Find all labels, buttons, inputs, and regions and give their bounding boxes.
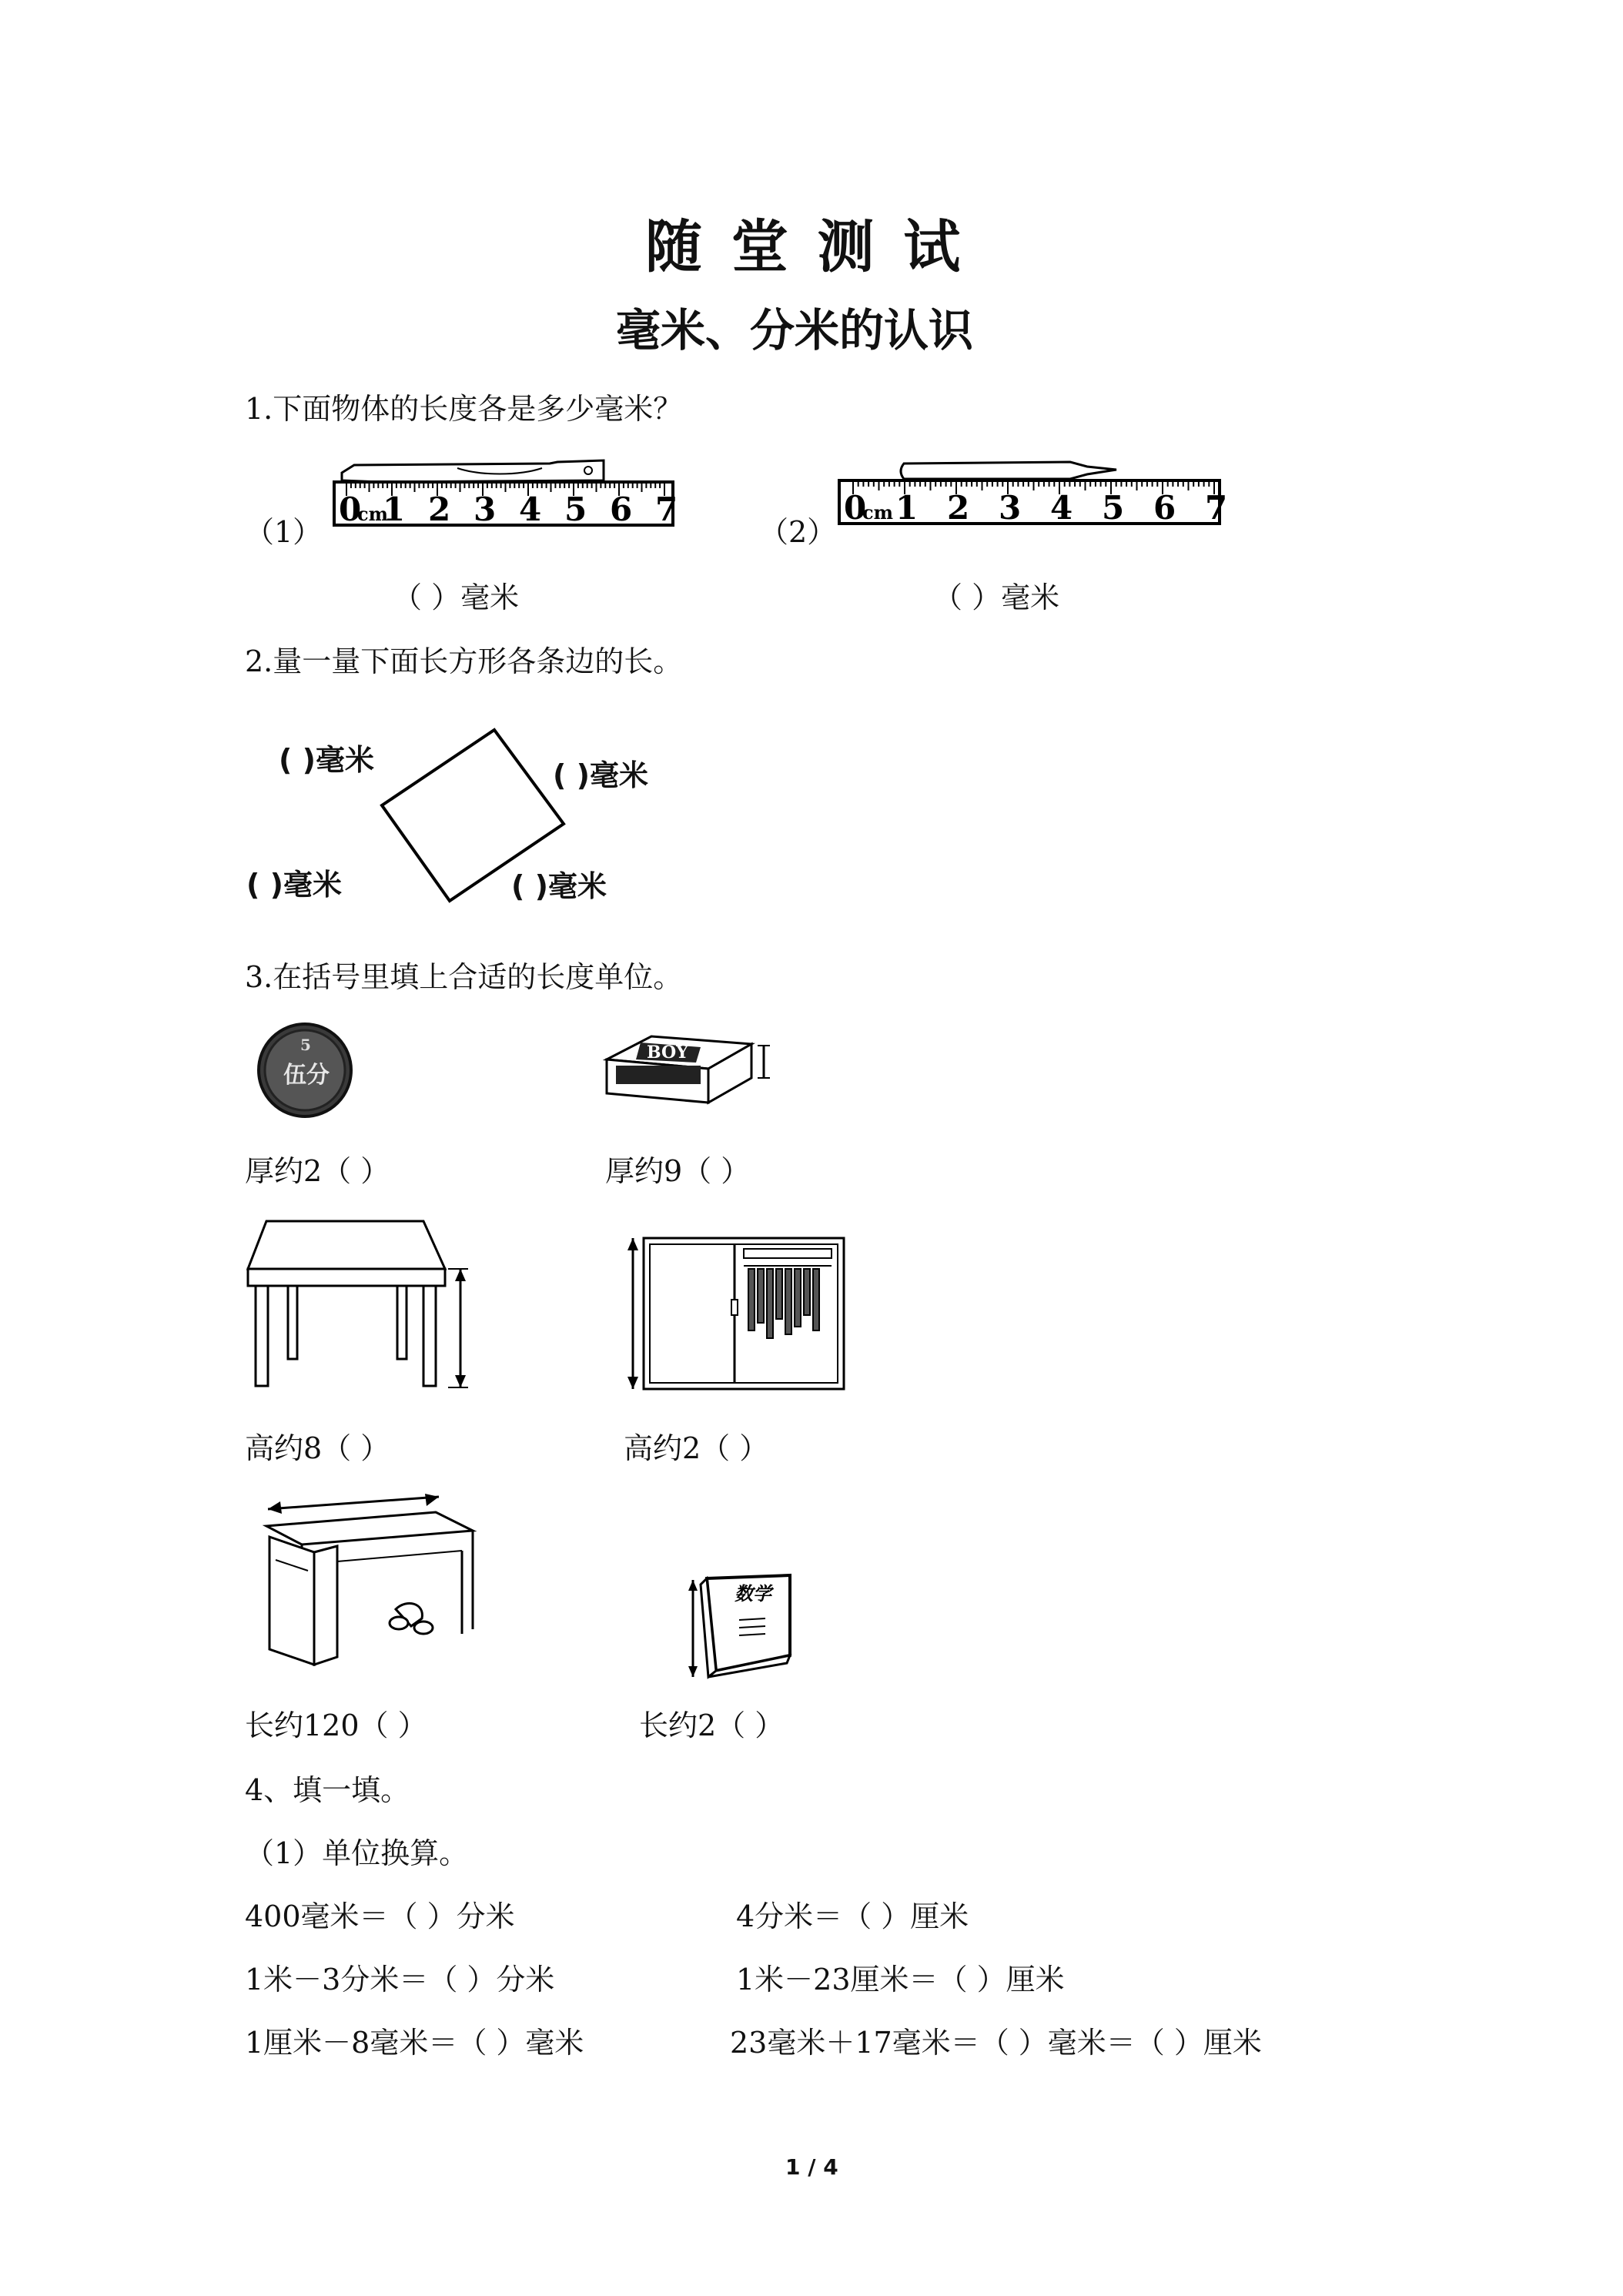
coin-text: 伍分	[283, 1062, 330, 1089]
tilted-rectangle	[370, 724, 585, 909]
q2-label-right: ( )毫米	[553, 758, 648, 792]
q3-item-wardrobe: 高约2（ ）	[624, 1431, 769, 1465]
coin-image	[256, 1021, 356, 1121]
ruler-digit: 1	[383, 490, 406, 528]
book-image	[685, 1569, 808, 1685]
q3-item-table: 高约8（ ）	[245, 1431, 390, 1465]
ruler-digit: 4	[519, 490, 542, 528]
ruler-digit: 7	[655, 490, 678, 528]
q2-label-bottom-right: ( )毫米	[511, 869, 607, 903]
page-subtitle: 毫米、分米的认识	[616, 304, 974, 356]
table-image	[245, 1217, 476, 1394]
page-number: 1 / 4	[785, 2154, 838, 2180]
q1-item1-answer: （ ）毫米	[393, 581, 520, 614]
q4-row3-right: 23毫米＋17毫米＝（ ）毫米＝（ ）厘米	[730, 2026, 1262, 2060]
q3-item-eraser: 厚约9（ ）	[605, 1154, 751, 1188]
ruler-2-unit: cm	[862, 501, 894, 524]
ruler-digit: 3	[474, 490, 497, 528]
book-text: 数学	[735, 1582, 771, 1605]
q2-label-bottom-left: ( )毫米	[246, 868, 342, 902]
ruler-digit: 5	[1102, 489, 1125, 527]
eraser-image	[601, 1029, 770, 1113]
ruler-digit: 2	[947, 489, 970, 527]
q3-item-coin: 厚约2（ ）	[245, 1154, 390, 1188]
ruler-1	[334, 447, 681, 531]
ruler-1-zero: 0	[339, 490, 362, 528]
q4-row2-right: 1米－23厘米＝（ ）厘米	[736, 1963, 1065, 1996]
q4-row1-left: 400毫米＝（ ）分米	[245, 1899, 515, 1933]
ruler-2-object	[901, 462, 1116, 479]
q4-sub1: （1）单位换算。	[245, 1836, 469, 1870]
coin-number: 5	[300, 1036, 311, 1054]
desk-image	[260, 1491, 484, 1675]
q2-label-top-left: ( )毫米	[279, 743, 374, 777]
q3-item-book: 长约2（ ）	[639, 1709, 785, 1742]
q2-prompt: 2.量一量下面长方形各条边的长。	[245, 644, 683, 678]
ruler-digit: 6	[610, 490, 633, 528]
q1-item2-label: （2）	[759, 515, 837, 549]
q1-item2-answer: （ ）毫米	[933, 581, 1060, 614]
ruler-digit: 7	[1205, 489, 1228, 527]
ruler-2-zero: 0	[844, 489, 867, 527]
q3-prompt: 3.在括号里填上合适的长度单位。	[245, 960, 683, 994]
q3-item-desk: 长约120（ ）	[245, 1709, 427, 1742]
q4-row2-left: 1米－3分米＝（ ）分米	[245, 1963, 555, 1996]
q4-prompt: 4、填一填。	[245, 1773, 410, 1807]
ruler-digit: 4	[1050, 489, 1073, 527]
q4-row1-right: 4分米＝（ ）厘米	[736, 1899, 969, 1933]
eraser-text: BOY	[647, 1043, 688, 1063]
page-title: 随 堂 测 试	[645, 214, 965, 280]
wardrobe-image	[621, 1235, 852, 1397]
q1-item1-label: （1）	[245, 515, 323, 549]
ruler-digit: 6	[1153, 489, 1176, 527]
ruler-1-unit: cm	[357, 503, 389, 525]
ruler-digit: 3	[999, 489, 1022, 527]
ruler-digit: 5	[564, 490, 587, 528]
q1-prompt: 1.下面物体的长度各是多少毫米？	[245, 392, 683, 426]
ruler-digit: 1	[895, 489, 919, 527]
ruler-digit: 2	[428, 490, 451, 528]
ruler-2	[839, 447, 1228, 531]
q4-row3-left: 1厘米－8毫米＝（ ）毫米	[245, 2026, 584, 2060]
